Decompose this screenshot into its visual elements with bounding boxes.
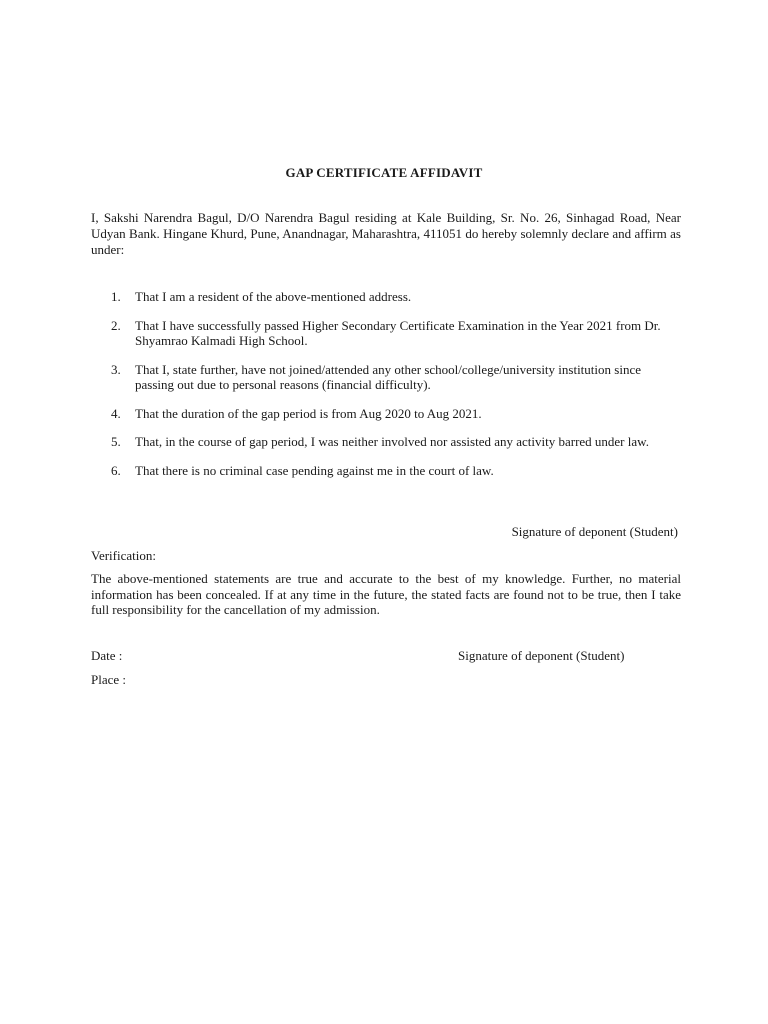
- signature-deponent-top: Signature of deponent (Student): [511, 524, 678, 539]
- list-item-number: 4.: [111, 405, 121, 421]
- verification-label: Verification:: [91, 548, 156, 563]
- list-item-number: 6.: [111, 462, 121, 478]
- list-item-text: That I, state further, have not joined/attended any other school/college/university institution since passing out due to personal reasons (financial difficulty).: [135, 361, 641, 392]
- list-item: [91, 289, 681, 305]
- list-item-text: That I have successfully passed Higher Secondary Certificate Examination in the Year 2021 from Dr. Shyamrao Kalmadi High School.: [135, 317, 661, 348]
- list-item-text: That there is no criminal case pending against me in the court of law.: [135, 462, 494, 478]
- list-item-text: That I am a resident of the above-mentioned address.: [135, 289, 412, 304]
- list-item: [91, 434, 681, 450]
- list-item-number: 5.: [111, 434, 121, 449]
- intro-paragraph: I, Sakshi Narendra Bagul, D/O Narendra Bagul residing at Kale Building, Sr. No. 26, Sinhagad Road, Near Udyan Bank. Hingane Khurd, Pune, Anandnagar, Maharashtra, 411051 do hereby solemnly declare and affirm as under:: [91, 210, 681, 257]
- signature-deponent-bottom: Signature of deponent (Student): [458, 648, 625, 663]
- declaration-list: [91, 289, 681, 491]
- list-item: [91, 463, 681, 479]
- list-item-number: 1.: [111, 289, 121, 304]
- list-item-number: 2.: [111, 317, 121, 333]
- list-item-text: That the duration of the gap period is from Aug 2020 to Aug 2021.: [135, 405, 482, 421]
- list-item-text: That, in the course of gap period, I was neither involved nor assisted any activity barred under law.: [135, 434, 649, 449]
- list-item: [91, 318, 681, 349]
- list-item: [91, 362, 681, 393]
- verification-text: The above-mentioned statements are true and accurate to the best of my knowledge. Further, no material information has been concealed. If at any time in the future, the stated facts are found not to be true, then I take full responsibility for the cancellation of my admission.: [91, 571, 681, 617]
- place-label: Place :: [91, 672, 127, 687]
- list-item-number: 3.: [111, 361, 121, 377]
- list-item: [91, 406, 681, 422]
- document-title: GAP CERTIFICATE AFFIDAVIT: [285, 165, 483, 180]
- date-label: Date :: [91, 648, 123, 663]
